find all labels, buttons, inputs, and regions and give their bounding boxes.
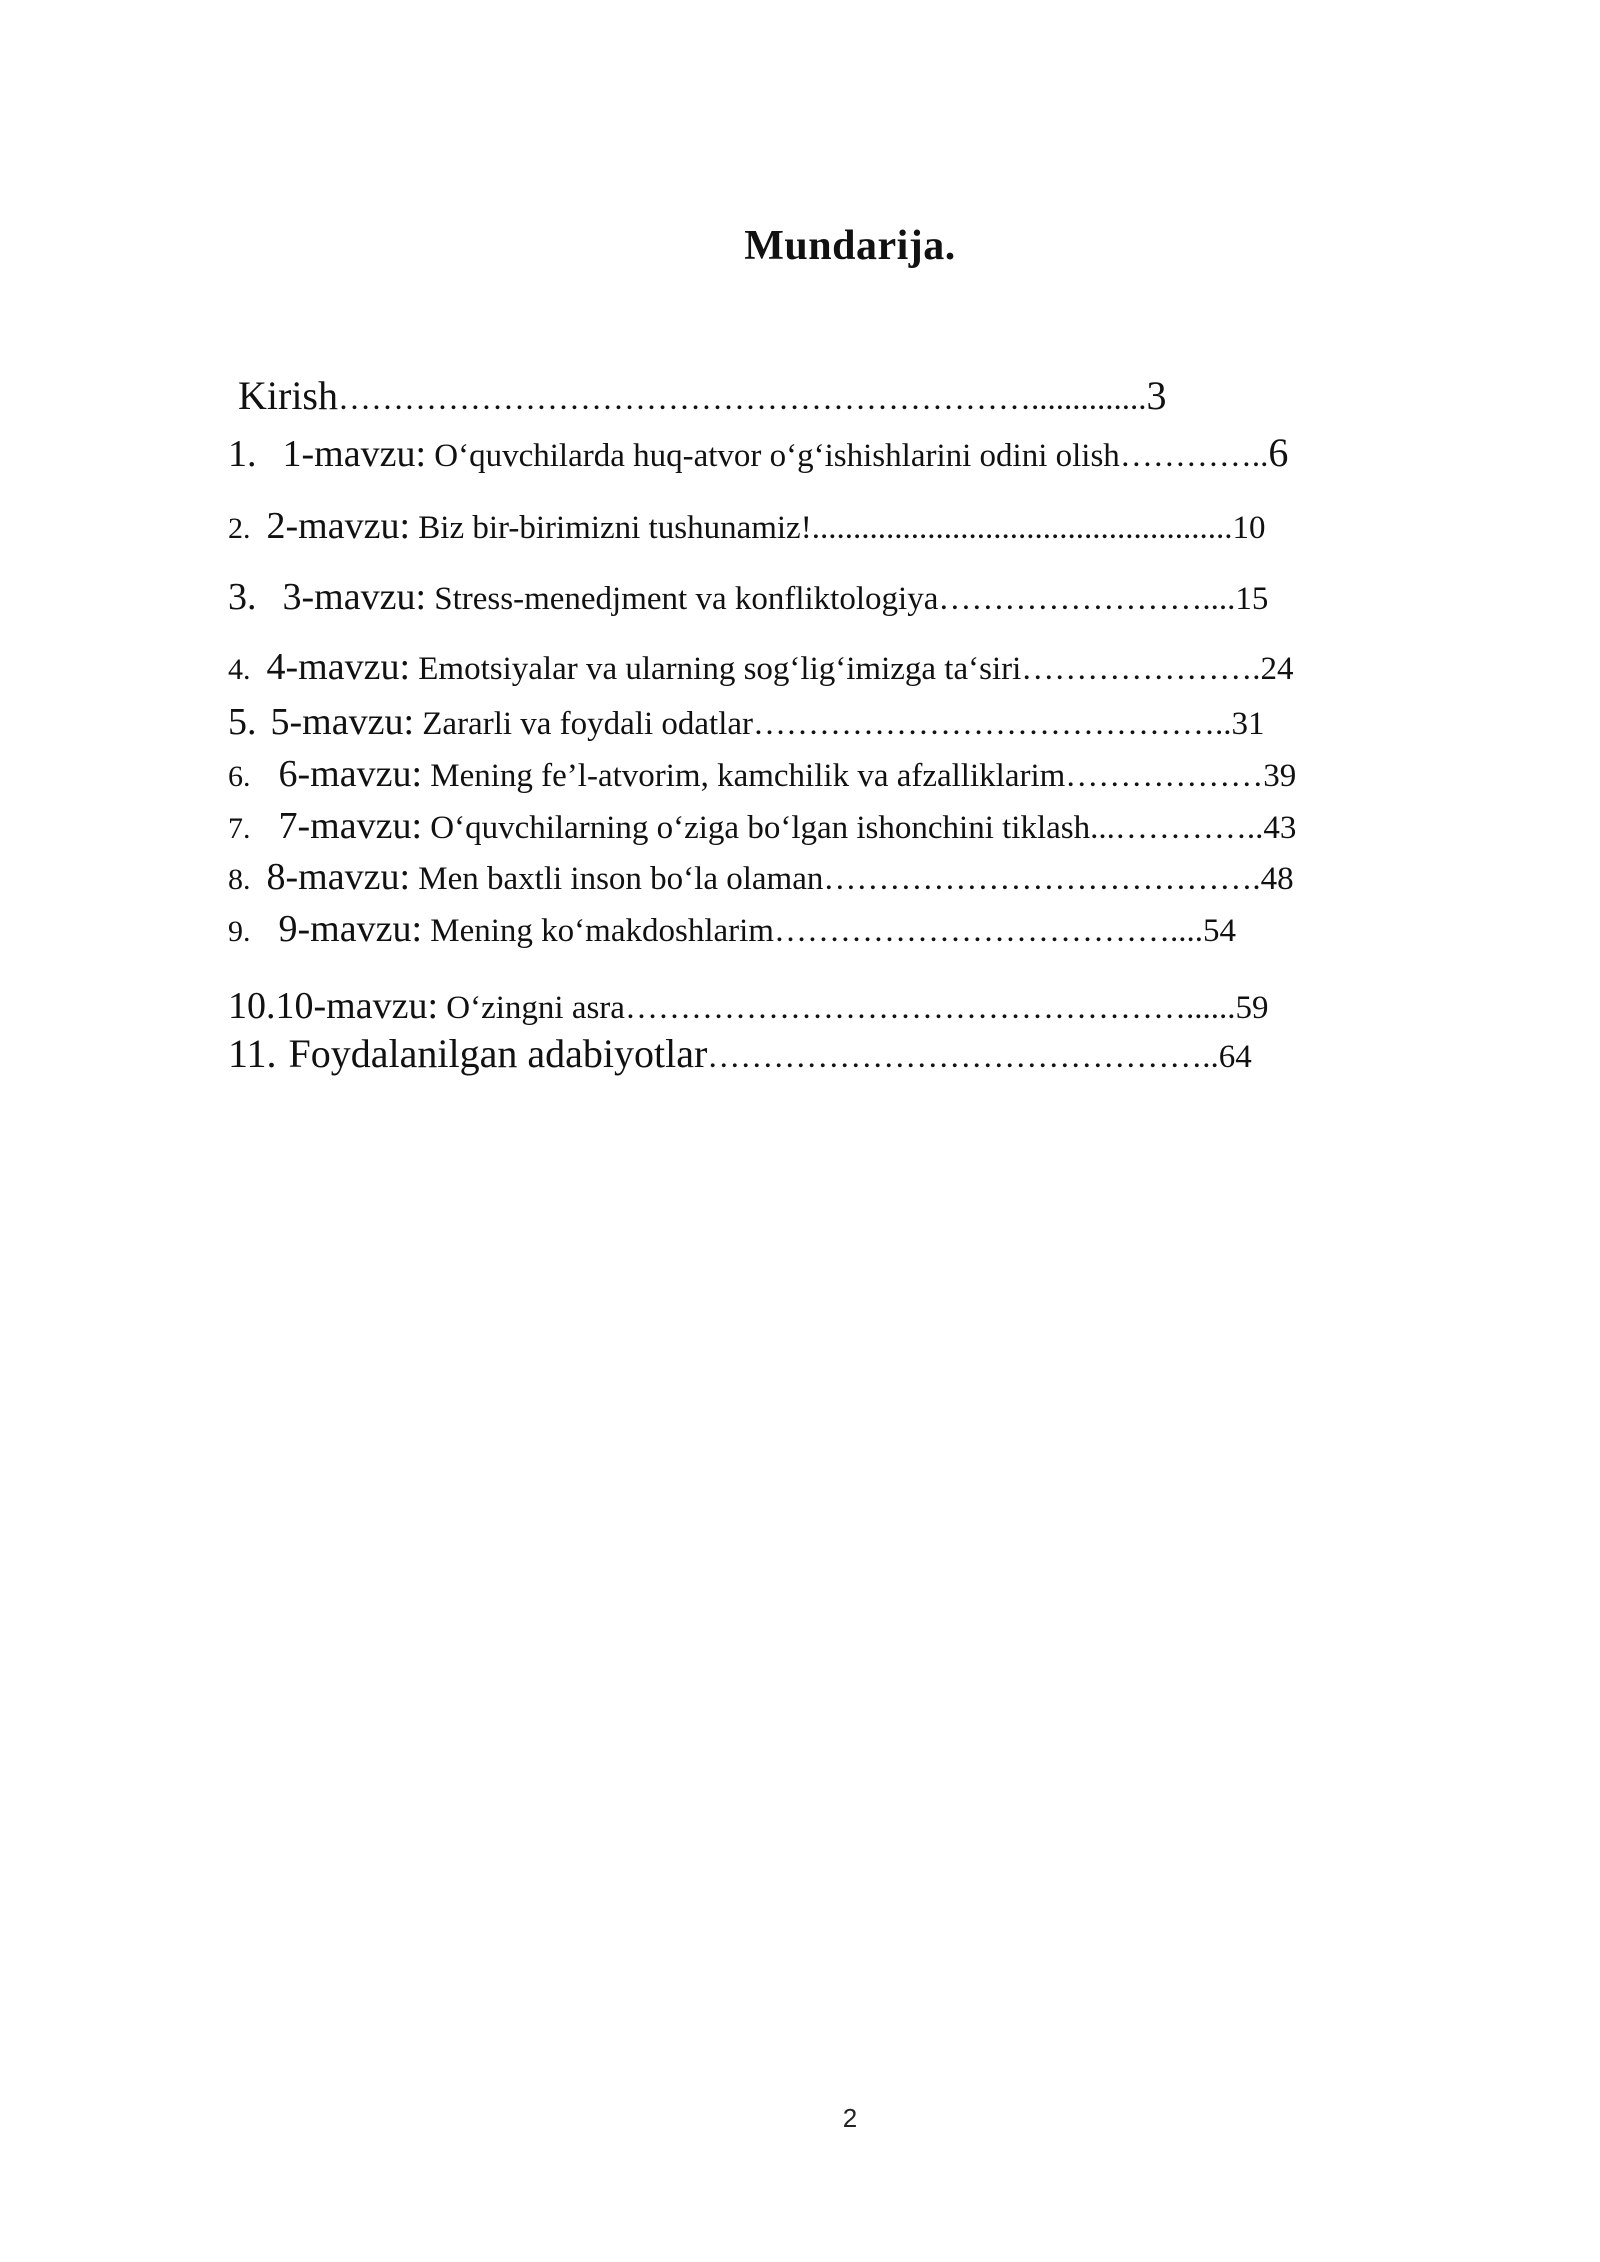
toc-page-number: 64 [1218, 1039, 1252, 1075]
toc-entry-topic: Emotsiyalar va ularning sog‘lig‘imizga ta‘siri [410, 651, 1022, 687]
toc-entry-number: 9. [228, 915, 251, 948]
toc-leader: ………….. [1119, 438, 1269, 474]
toc-entry-label: Kirish [238, 373, 338, 418]
footer-page-number: 2 [842, 2103, 858, 2133]
toc-leader: ……………………………………….. [707, 1039, 1219, 1075]
toc-entry-number: 6. [228, 760, 251, 793]
toc-page-number: 31 [1231, 706, 1265, 742]
toc-page-number: 43 [1263, 810, 1297, 846]
toc-leader: ................................................... [811, 510, 1233, 546]
toc-page-number: 24 [1260, 651, 1294, 687]
toc-entry-label: Foydalanilgan adabiyotlar [288, 1031, 708, 1076]
toc-entry-number: 4. [228, 653, 251, 686]
toc-entry-mavzu: 6-mavzu: [278, 753, 423, 795]
toc-leader: ……………… [1065, 758, 1264, 794]
toc-entry-8 [228, 858, 1294, 896]
toc-entry-mavzu: 5-mavzu: [270, 701, 415, 743]
toc-leader: …………………….... [938, 581, 1236, 617]
toc-entry-4 [228, 648, 1294, 686]
toc-page-number: 3 [1146, 373, 1167, 418]
toc-entry-topic: Men baxtli inson bo‘la olaman [410, 861, 824, 897]
toc-page-number: 59 [1235, 990, 1269, 1026]
toc-page-number: 48 [1260, 861, 1294, 897]
toc-entry-10 [228, 987, 1268, 1025]
toc-entry-number: 5. [228, 701, 257, 743]
toc-leader: …………………. [1021, 651, 1261, 687]
toc-entry-5 [228, 703, 1265, 741]
toc-entry-number: 7. [228, 812, 251, 845]
toc-entry-topic: Mening ko‘makdoshlarim [422, 913, 774, 949]
toc-entry-2 [228, 507, 1265, 545]
toc-entry-topic: Biz bir-birimizni tushunamiz! [410, 510, 812, 546]
toc-entry-topic: Mening fe’l-atvorim, kamchilik va afzalliklarim [422, 758, 1066, 794]
toc-page-number: 10 [1232, 510, 1266, 546]
toc-entry-topic: O‘zingni asra [438, 990, 625, 1026]
toc-entry-mavzu: 8-mavzu: [266, 856, 411, 898]
toc-page-number: 15 [1235, 581, 1269, 617]
toc-entry-6 [228, 755, 1296, 793]
toc-leader: ……………………………………………………….............. [338, 381, 1147, 417]
toc-entry-kirish [238, 373, 1167, 418]
toc-entry-9 [228, 910, 1236, 948]
toc-entry-topic: O‘quvchilarda huq-atvor o‘g‘ishishlarini odini olish [426, 438, 1120, 474]
toc-entry-mavzu: 9-mavzu: [278, 908, 423, 950]
toc-entry-3 [228, 578, 1268, 616]
toc-entry-number: 10. [228, 985, 276, 1027]
toc-leader: ………….. [1114, 810, 1264, 846]
toc-leader: ……………………………………………...... [624, 990, 1236, 1026]
toc-entry-number: 2. [228, 512, 251, 545]
toc-entry-mavzu: 7-mavzu: [278, 805, 423, 847]
toc-entry-mavzu: 10-mavzu: [275, 985, 439, 1027]
toc-entry-topic: Zararli va foydali odatlar [414, 706, 754, 742]
toc-page-number: 6 [1268, 430, 1289, 475]
toc-entry-mavzu: 4-mavzu: [266, 646, 411, 688]
toc-entry-number: 3. [228, 576, 257, 618]
toc-entry-mavzu: 3-mavzu: [282, 576, 427, 618]
toc-entry-mavzu: 2-mavzu: [266, 505, 411, 547]
toc-entry-topic: Stress-menedjment va konfliktologiya [426, 581, 939, 617]
toc-entry-mavzu: 1-mavzu: [282, 433, 427, 475]
toc-leader: …………………………………. [823, 861, 1261, 897]
toc-entry-7 [228, 807, 1296, 845]
page-title: Mundarija. [744, 223, 956, 269]
toc-entry-topic: O‘quvchilarning o‘ziga bo‘lgan ishonchini tiklash... [422, 810, 1115, 846]
toc-page-number: 54 [1202, 913, 1236, 949]
toc-entry-1 [228, 430, 1289, 475]
toc-entry-number: 1. [228, 433, 257, 475]
toc-entry-number: 8. [228, 863, 251, 896]
toc-leader: ……………………………….... [773, 913, 1203, 949]
toc-leader: …………………………………….. [753, 706, 1232, 742]
toc-page-number: 39 [1263, 758, 1297, 794]
toc-entry-adabiyotlar [228, 1031, 1252, 1076]
toc-entry-number: 11. [228, 1031, 277, 1076]
